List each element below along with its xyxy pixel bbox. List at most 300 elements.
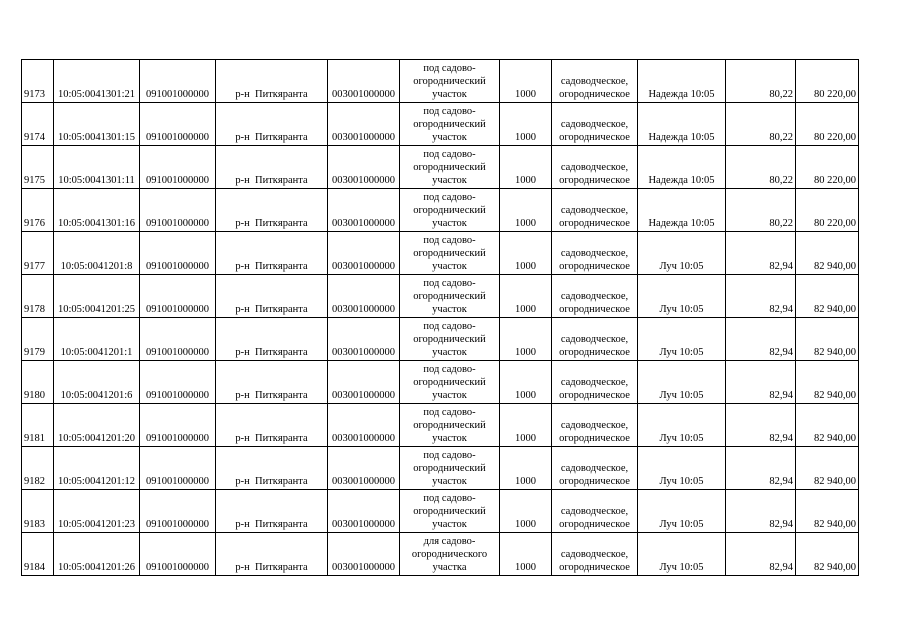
permitted-use-line: участок <box>432 175 467 186</box>
okato-code-cell <box>140 146 216 189</box>
permitted-use-cell <box>400 232 500 275</box>
cadastral-number-cell <box>54 146 140 189</box>
land-type-cell <box>552 232 638 275</box>
cadastral-quarter-cell <box>638 232 726 275</box>
table-row <box>22 447 859 490</box>
land-type-line: садоводческое, <box>560 248 629 259</box>
oktmo-code-cell <box>328 189 400 232</box>
land-type-line: огородническое <box>559 390 630 401</box>
permitted-use-line: огороднический <box>413 377 486 388</box>
okato-code-cell <box>140 361 216 404</box>
row-number-cell <box>22 490 54 533</box>
cadastral-value-cell <box>796 103 859 146</box>
cadastral-value-cell <box>796 361 859 404</box>
permitted-use-line: участок <box>432 89 467 100</box>
permitted-use-line: участок <box>432 218 467 229</box>
table-row <box>22 275 859 318</box>
cadastral-quarter-cell <box>638 275 726 318</box>
table-row <box>22 189 859 232</box>
area-cell <box>500 275 552 318</box>
area-text: 1000 <box>515 175 536 186</box>
cadastral-value-text: 82 940,00 <box>814 390 856 401</box>
area-cell <box>500 533 552 576</box>
area-cell <box>500 103 552 146</box>
district-cell <box>216 318 328 361</box>
land-type-cell <box>552 60 638 103</box>
table-row <box>22 533 859 576</box>
area-text: 1000 <box>515 562 536 573</box>
cadastral-quarter-text: Луч 10:05 <box>659 433 704 444</box>
permitted-use-line: огороднический <box>413 506 486 517</box>
land-type-cell <box>552 146 638 189</box>
cadastral-number-cell <box>54 447 140 490</box>
oktmo-code-text: 003001000000 <box>332 562 395 573</box>
table-row <box>22 361 859 404</box>
oktmo-code-cell <box>328 275 400 318</box>
permitted-use-cell <box>400 490 500 533</box>
okato-code-cell <box>140 533 216 576</box>
cadastral-value-cell <box>796 490 859 533</box>
land-type-line: огородническое <box>559 476 630 487</box>
cadastral-quarter-cell <box>638 447 726 490</box>
permitted-use-cell <box>400 533 500 576</box>
specific-value-text: 82,94 <box>769 347 793 358</box>
specific-value-text: 82,94 <box>769 304 793 315</box>
land-type-cell <box>552 447 638 490</box>
cadastral-quarter-text: Луч 10:05 <box>659 261 704 272</box>
specific-value-cell <box>726 490 796 533</box>
area-text: 1000 <box>515 519 536 530</box>
cadastral-value-text: 82 940,00 <box>814 476 856 487</box>
land-type-line: садоводческое, <box>560 549 629 560</box>
permitted-use-line: огороднический <box>413 162 486 173</box>
cadastral-value-text: 82 940,00 <box>814 433 856 444</box>
cadastral-value-cell <box>796 232 859 275</box>
district-cell <box>216 404 328 447</box>
permitted-use-cell <box>400 103 500 146</box>
row-number-text: 9179 <box>24 347 45 358</box>
permitted-use-line: участок <box>432 390 467 401</box>
okato-code-cell <box>140 103 216 146</box>
cadastral-value-cell <box>796 533 859 576</box>
okato-code-cell <box>140 404 216 447</box>
area-text: 1000 <box>515 304 536 315</box>
okato-code-text: 091001000000 <box>146 218 209 229</box>
specific-value-text: 82,94 <box>769 261 793 272</box>
land-type-line: садоводческое, <box>560 291 629 302</box>
permitted-use-line: участок <box>432 476 467 487</box>
cadastral-quarter-text: Луч 10:05 <box>659 562 704 573</box>
cadastral-value-text: 82 940,00 <box>814 261 856 272</box>
permitted-use-cell <box>400 361 500 404</box>
specific-value-cell <box>726 189 796 232</box>
specific-value-cell <box>726 447 796 490</box>
okato-code-cell <box>140 275 216 318</box>
oktmo-code-text: 003001000000 <box>332 218 395 229</box>
okato-code-cell <box>140 189 216 232</box>
district-cell <box>216 447 328 490</box>
okato-code-text: 091001000000 <box>146 175 209 186</box>
district-cell <box>216 361 328 404</box>
district-text: р-н Питкяранта <box>235 562 308 573</box>
cadastral-quarter-text: Луч 10:05 <box>659 390 704 401</box>
cadastral-quarter-text: Луч 10:05 <box>659 304 704 315</box>
area-cell <box>500 318 552 361</box>
cadastral-quarter-text: Луч 10:05 <box>659 476 704 487</box>
district-cell <box>216 490 328 533</box>
oktmo-code-text: 003001000000 <box>332 89 395 100</box>
land-type-line: садоводческое, <box>560 76 629 87</box>
permitted-use-cell <box>400 447 500 490</box>
land-type-cell <box>552 275 638 318</box>
cadastral-quarter-text: Надежда 10:05 <box>648 89 715 100</box>
row-number-cell <box>22 447 54 490</box>
permitted-use-line: участка <box>432 562 467 573</box>
cadastral-value-text: 82 940,00 <box>814 519 856 530</box>
oktmo-code-text: 003001000000 <box>332 175 395 186</box>
cadastral-number-cell <box>54 490 140 533</box>
area-text: 1000 <box>515 89 536 100</box>
land-type-line: огородническое <box>559 433 630 444</box>
land-type-line: огородническое <box>559 175 630 186</box>
district-text: р-н Питкяранта <box>235 519 308 530</box>
cadastral-number-cell <box>54 404 140 447</box>
oktmo-code-text: 003001000000 <box>332 519 395 530</box>
land-type-cell <box>552 361 638 404</box>
cadastral-number-text: 10:05:0041301:21 <box>57 89 135 100</box>
cadastral-number-text: 10:05:0041201:25 <box>57 304 135 315</box>
row-number-text: 9177 <box>24 261 45 272</box>
okato-code-cell <box>140 318 216 361</box>
cadastral-value-cell <box>796 189 859 232</box>
permitted-use-line: огороднический <box>413 463 486 474</box>
specific-value-text: 80,22 <box>769 218 793 229</box>
permitted-use-line: под садово- <box>423 278 476 289</box>
land-type-line: огородническое <box>559 218 630 229</box>
table-row <box>22 490 859 533</box>
cadastral-number-text: 10:05:0041201:12 <box>57 476 135 487</box>
land-type-line: садоводческое, <box>560 162 629 173</box>
specific-value-text: 82,94 <box>769 476 793 487</box>
specific-value-cell <box>726 533 796 576</box>
oktmo-code-text: 003001000000 <box>332 347 395 358</box>
district-text: р-н Питкяранта <box>235 304 308 315</box>
oktmo-code-cell <box>328 318 400 361</box>
cadastral-value-cell <box>796 447 859 490</box>
district-text: р-н Питкяранта <box>235 89 308 100</box>
land-type-line: садоводческое, <box>560 463 629 474</box>
land-type-cell <box>552 318 638 361</box>
specific-value-text: 80,22 <box>769 89 793 100</box>
row-number-text: 9175 <box>24 175 45 186</box>
cadastral-number-text: 10:05:0041301:16 <box>57 218 135 229</box>
cadastral-number-text: 10:05:0041301:11 <box>58 175 135 186</box>
permitted-use-line: под садово- <box>423 321 476 332</box>
cadastral-quarter-text: Луч 10:05 <box>659 519 704 530</box>
cadastral-quarter-cell <box>638 533 726 576</box>
permitted-use-line: под садово- <box>423 63 476 74</box>
cadastral-number-text: 10:05:0041201:6 <box>60 390 133 401</box>
oktmo-code-text: 003001000000 <box>332 304 395 315</box>
cadastral-quarter-cell <box>638 404 726 447</box>
cadastral-value-text: 80 220,00 <box>814 218 856 229</box>
land-type-line: садоводческое, <box>560 377 629 388</box>
cadastral-quarter-cell <box>638 146 726 189</box>
cadastral-value-cell <box>796 60 859 103</box>
cadastral-quarter-cell <box>638 189 726 232</box>
okato-code-cell <box>140 447 216 490</box>
permitted-use-line: огороднический <box>413 420 486 431</box>
area-cell <box>500 404 552 447</box>
district-text: р-н Питкяранта <box>235 218 308 229</box>
land-type-line: садоводческое, <box>560 506 629 517</box>
land-type-line: садоводческое, <box>560 420 629 431</box>
table-row <box>22 103 859 146</box>
permitted-use-line: участок <box>432 261 467 272</box>
land-type-line: садоводческое, <box>560 334 629 345</box>
district-text: р-н Питкяранта <box>235 433 308 444</box>
cadastral-number-text: 10:05:0041201:26 <box>57 562 135 573</box>
okato-code-text: 091001000000 <box>146 476 209 487</box>
permitted-use-line: участок <box>432 347 467 358</box>
okato-code-text: 091001000000 <box>146 519 209 530</box>
land-type-cell <box>552 103 638 146</box>
cadastral-quarter-text: Надежда 10:05 <box>648 218 715 229</box>
specific-value-text: 80,22 <box>769 132 793 143</box>
row-number-text: 9174 <box>24 132 45 143</box>
cadastral-value-cell <box>796 404 859 447</box>
land-type-cell <box>552 533 638 576</box>
land-type-cell <box>552 404 638 447</box>
row-number-text: 9182 <box>24 476 45 487</box>
area-text: 1000 <box>515 390 536 401</box>
permitted-use-line: огороднический <box>413 119 486 130</box>
cadastral-quarter-text: Надежда 10:05 <box>648 175 715 186</box>
row-number-cell <box>22 232 54 275</box>
area-cell <box>500 189 552 232</box>
district-text: р-н Питкяранта <box>235 261 308 272</box>
area-cell <box>500 361 552 404</box>
oktmo-code-text: 003001000000 <box>332 390 395 401</box>
specific-value-text: 82,94 <box>769 433 793 444</box>
row-number-text: 9180 <box>24 390 45 401</box>
cadastral-number-cell <box>54 318 140 361</box>
okato-code-text: 091001000000 <box>146 261 209 272</box>
cadastral-number-cell <box>54 103 140 146</box>
permitted-use-line: под садово- <box>423 149 476 160</box>
row-number-cell <box>22 60 54 103</box>
row-number-cell <box>22 103 54 146</box>
land-type-line: садоводческое, <box>560 205 629 216</box>
table-row <box>22 404 859 447</box>
land-registry-table <box>21 59 859 576</box>
cadastral-quarter-cell <box>638 361 726 404</box>
okato-code-text: 091001000000 <box>146 132 209 143</box>
specific-value-text: 82,94 <box>769 519 793 530</box>
district-cell <box>216 146 328 189</box>
okato-code-text: 091001000000 <box>146 89 209 100</box>
okato-code-cell <box>140 490 216 533</box>
permitted-use-line: участок <box>432 519 467 530</box>
district-text: р-н Питкяранта <box>235 175 308 186</box>
oktmo-code-text: 003001000000 <box>332 261 395 272</box>
cadastral-number-text: 10:05:0041201:8 <box>60 261 133 272</box>
district-cell <box>216 232 328 275</box>
area-text: 1000 <box>515 218 536 229</box>
oktmo-code-cell <box>328 232 400 275</box>
oktmo-code-text: 003001000000 <box>332 476 395 487</box>
specific-value-text: 82,94 <box>769 562 793 573</box>
row-number-text: 9178 <box>24 304 45 315</box>
okato-code-text: 091001000000 <box>146 562 209 573</box>
oktmo-code-cell <box>328 447 400 490</box>
land-type-line: огородническое <box>559 562 630 573</box>
oktmo-code-cell <box>328 490 400 533</box>
oktmo-code-text: 003001000000 <box>332 132 395 143</box>
area-text: 1000 <box>515 132 536 143</box>
permitted-use-line: огороднический <box>413 76 486 87</box>
oktmo-code-cell <box>328 533 400 576</box>
district-cell <box>216 103 328 146</box>
land-type-line: огородническое <box>559 261 630 272</box>
permitted-use-line: огороднический <box>413 334 486 345</box>
specific-value-cell <box>726 103 796 146</box>
oktmo-code-cell <box>328 60 400 103</box>
cadastral-quarter-cell <box>638 490 726 533</box>
permitted-use-cell <box>400 189 500 232</box>
specific-value-text: 82,94 <box>769 390 793 401</box>
oktmo-code-cell <box>328 361 400 404</box>
cadastral-number-cell <box>54 60 140 103</box>
okato-code-text: 091001000000 <box>146 390 209 401</box>
row-number-text: 9173 <box>24 89 45 100</box>
specific-value-cell <box>726 361 796 404</box>
area-text: 1000 <box>515 261 536 272</box>
row-number-cell <box>22 404 54 447</box>
area-text: 1000 <box>515 433 536 444</box>
permitted-use-line: огороднический <box>413 248 486 259</box>
oktmo-code-cell <box>328 146 400 189</box>
cadastral-number-cell <box>54 533 140 576</box>
permitted-use-cell <box>400 318 500 361</box>
permitted-use-line: под садово- <box>423 364 476 375</box>
specific-value-cell <box>726 60 796 103</box>
cadastral-value-text: 82 940,00 <box>814 304 856 315</box>
row-number-cell <box>22 318 54 361</box>
permitted-use-line: для садово- <box>423 536 476 547</box>
cadastral-value-text: 82 940,00 <box>814 347 856 358</box>
row-number-text: 9181 <box>24 433 45 444</box>
row-number-cell <box>22 533 54 576</box>
permitted-use-line: под садово- <box>423 192 476 203</box>
land-type-line: огородническое <box>559 347 630 358</box>
row-number-cell <box>22 275 54 318</box>
specific-value-cell <box>726 232 796 275</box>
district-text: р-н Питкяранта <box>235 390 308 401</box>
table-row <box>22 318 859 361</box>
permitted-use-line: огороднического <box>411 549 488 560</box>
permitted-use-line: участок <box>432 433 467 444</box>
cadastral-number-text: 10:05:0041201:23 <box>57 519 135 530</box>
district-cell <box>216 60 328 103</box>
district-text: р-н Питкяранта <box>235 476 308 487</box>
row-number-text: 9176 <box>24 218 45 229</box>
permitted-use-line: под садово- <box>423 407 476 418</box>
area-text: 1000 <box>515 476 536 487</box>
permitted-use-line: огороднический <box>413 205 486 216</box>
row-number-cell <box>22 189 54 232</box>
cadastral-value-text: 80 220,00 <box>814 89 856 100</box>
table-body <box>22 60 859 576</box>
okato-code-text: 091001000000 <box>146 433 209 444</box>
area-cell <box>500 232 552 275</box>
cadastral-value-text: 80 220,00 <box>814 175 856 186</box>
oktmo-code-text: 003001000000 <box>332 433 395 444</box>
cadastral-value-cell <box>796 146 859 189</box>
row-number-cell <box>22 146 54 189</box>
cadastral-value-text: 80 220,00 <box>814 132 856 143</box>
cadastral-number-cell <box>54 275 140 318</box>
cadastral-quarter-text: Надежда 10:05 <box>648 132 715 143</box>
district-cell <box>216 533 328 576</box>
cadastral-value-cell <box>796 275 859 318</box>
district-text: р-н Питкяранта <box>235 347 308 358</box>
oktmo-code-cell <box>328 404 400 447</box>
cadastral-quarter-cell <box>638 318 726 361</box>
district-cell <box>216 189 328 232</box>
specific-value-cell <box>726 275 796 318</box>
cadastral-quarter-cell <box>638 60 726 103</box>
area-cell <box>500 60 552 103</box>
cadastral-quarter-cell <box>638 103 726 146</box>
permitted-use-cell <box>400 60 500 103</box>
row-number-text: 9184 <box>24 562 45 573</box>
land-type-cell <box>552 490 638 533</box>
cadastral-number-text: 10:05:0041201:20 <box>57 433 135 444</box>
permitted-use-line: участок <box>432 304 467 315</box>
land-type-cell <box>552 189 638 232</box>
cadastral-value-cell <box>796 318 859 361</box>
area-cell <box>500 146 552 189</box>
cadastral-number-cell <box>54 232 140 275</box>
land-type-line: огородническое <box>559 304 630 315</box>
area-cell <box>500 490 552 533</box>
permitted-use-line: под садово- <box>423 106 476 117</box>
cadastral-quarter-text: Луч 10:05 <box>659 347 704 358</box>
permitted-use-line: под садово- <box>423 235 476 246</box>
okato-code-cell <box>140 60 216 103</box>
okato-code-text: 091001000000 <box>146 347 209 358</box>
okato-code-cell <box>140 232 216 275</box>
land-type-line: огородническое <box>559 519 630 530</box>
table-row <box>22 60 859 103</box>
oktmo-code-cell <box>328 103 400 146</box>
row-number-text: 9183 <box>24 519 45 530</box>
permitted-use-line: участок <box>432 132 467 143</box>
specific-value-cell <box>726 146 796 189</box>
permitted-use-cell <box>400 404 500 447</box>
land-type-line: огородническое <box>559 132 630 143</box>
permitted-use-line: под садово- <box>423 493 476 504</box>
land-type-line: огородническое <box>559 89 630 100</box>
area-cell <box>500 447 552 490</box>
permitted-use-line: огороднический <box>413 291 486 302</box>
land-type-line: садоводческое, <box>560 119 629 130</box>
row-number-cell <box>22 361 54 404</box>
cadastral-number-text: 10:05:0041201:1 <box>60 347 133 358</box>
specific-value-cell <box>726 318 796 361</box>
specific-value-cell <box>726 404 796 447</box>
